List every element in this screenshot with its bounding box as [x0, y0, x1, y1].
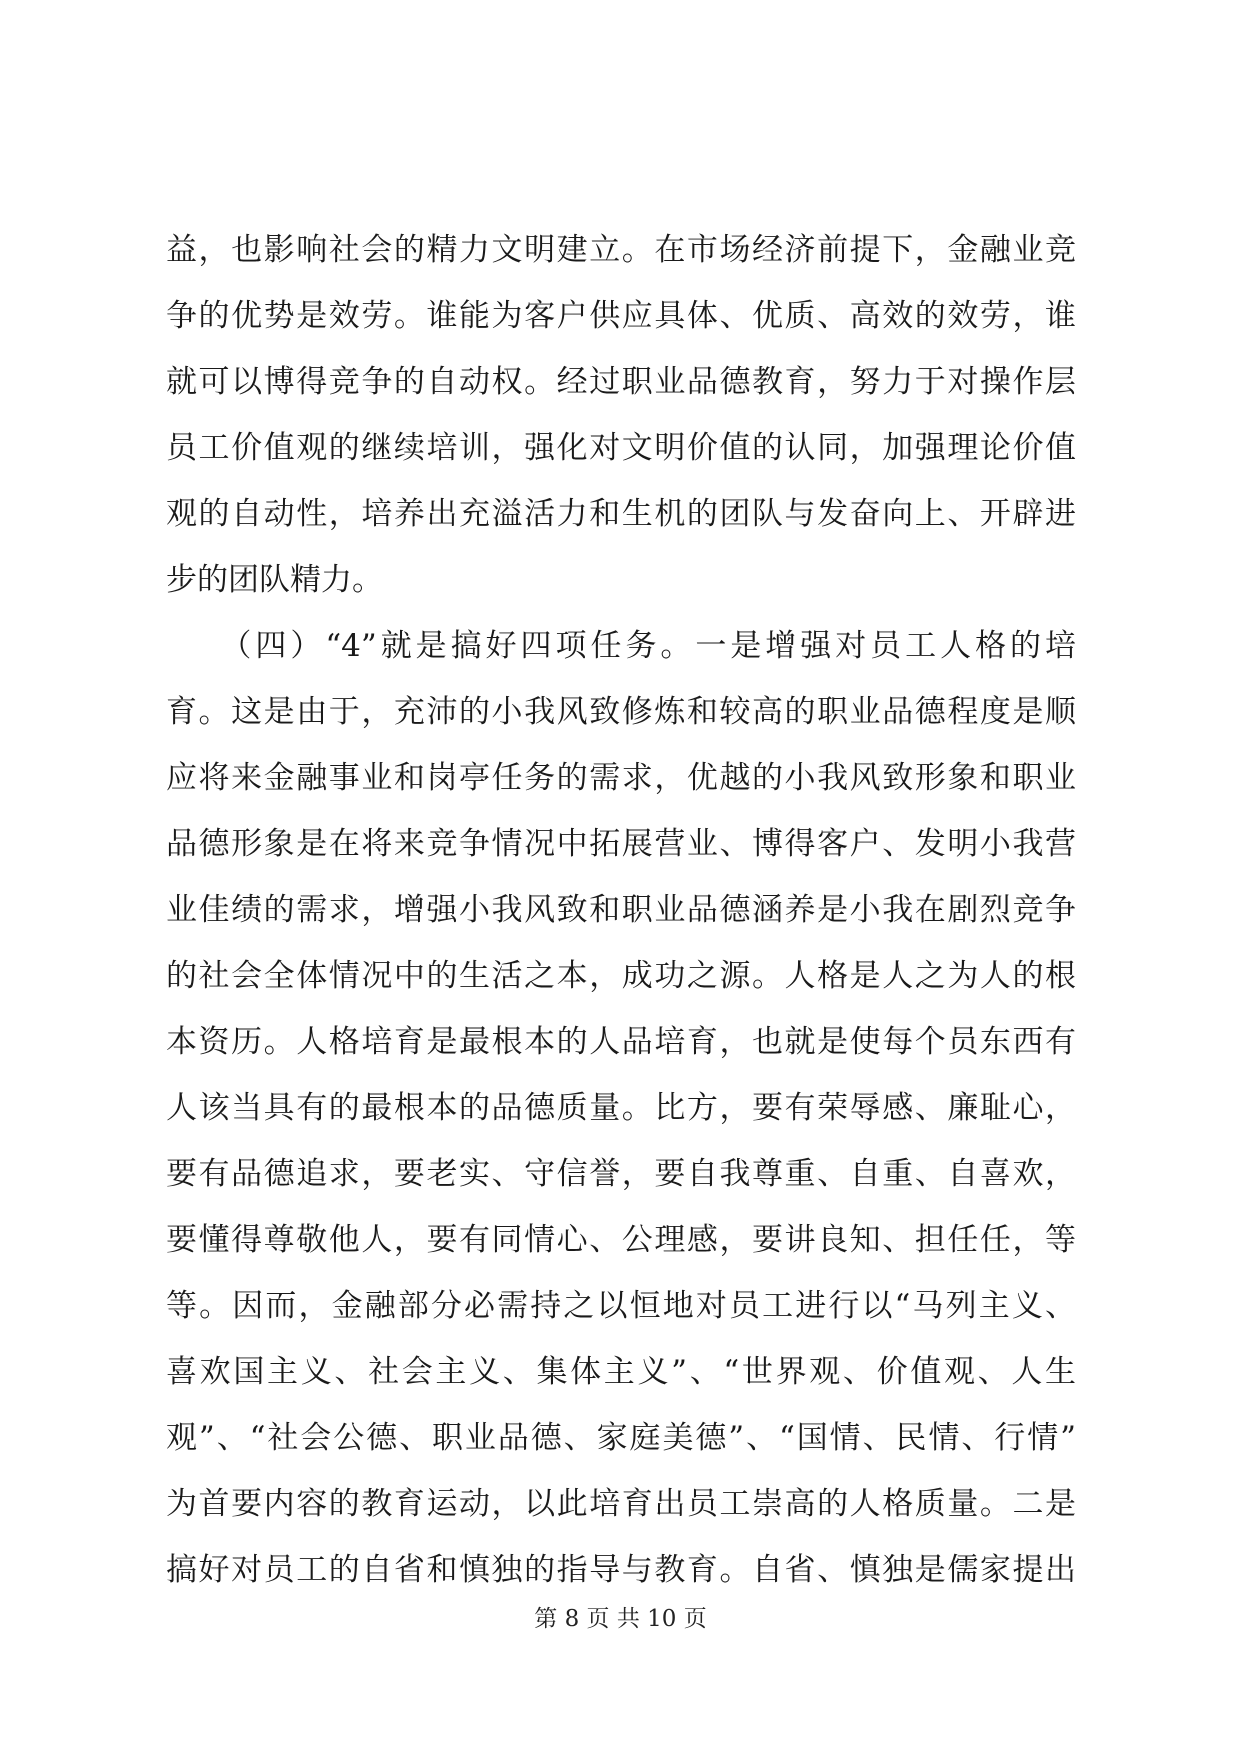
- body-text-line: 喜欢国主义、社会主义、集体主义”、“世界观、价值观、人生: [166, 1354, 1076, 1390]
- body-text-line: 益，也影响社会的精力文明建立。在市场经济前提下，金融业竞: [166, 232, 1076, 268]
- body-text-line: 搞好对员工的自省和慎独的指导与教育。自省、慎独是儒家提出: [166, 1552, 1076, 1588]
- body-text-line: 本资历。人格培育是最根本的人品培育，也就是使每个员东西有: [166, 1024, 1076, 1060]
- body-text-line: 育。这是由于，充沛的小我风致修炼和较高的职业品德程度是顺: [166, 694, 1076, 730]
- body-text-line: 要有品德追求，要老实、守信誉，要自我尊重、自重、自喜欢，: [166, 1156, 1076, 1192]
- body-text-line: 的社会全体情况中的生活之本，成功之源。人格是人之为人的根: [166, 958, 1076, 994]
- body-text-line: 观”、“社会公德、职业品德、家庭美德”、“国情、民情、行情”: [166, 1420, 1076, 1456]
- body-text-line: 员工价值观的继续培训，强化对文明价值的认同，加强理论价值: [166, 430, 1076, 466]
- body-text-line: 等。因而，金融部分必需持之以恒地对员工进行以“马列主义、: [166, 1288, 1076, 1324]
- body-text-line: 争的优势是效劳。谁能为客户供应具体、优质、高效的效劳，谁: [166, 298, 1076, 334]
- page-number-footer: 第 8 页 共 10 页: [534, 1606, 707, 1632]
- body-text-line: 要懂得尊敬他人，要有同情心、公理感，要讲良知、担任任，等: [166, 1222, 1076, 1258]
- body-text-line: 人该当具有的最根本的品德质量。比方，要有荣辱感、廉耻心，: [166, 1090, 1076, 1126]
- body-text-line: 为首要内容的教育运动，以此培育出员工崇高的人格质量。二是: [166, 1486, 1076, 1522]
- body-text-line: 品德形象是在将来竞争情况中拓展营业、博得客户、发明小我营: [166, 826, 1076, 862]
- body-text-line: 观的自动性，培养出充溢活力和生机的团队与发奋向上、开辟进: [166, 496, 1076, 532]
- body-text-line: 步的团队精力。: [166, 562, 383, 598]
- body-text-line: （四）“4”就是搞好四项任务。一是增强对员工人格的培: [166, 628, 1076, 664]
- body-text-line: 就可以博得竞争的自动权。经过职业品德教育，努力于对操作层: [166, 364, 1076, 400]
- body-text-line: 业佳绩的需求，增强小我风致和职业品德涵养是小我在剧烈竞争: [166, 892, 1076, 928]
- body-text-line: 应将来金融事业和岗亭任务的需求，优越的小我风致形象和职业: [166, 760, 1076, 796]
